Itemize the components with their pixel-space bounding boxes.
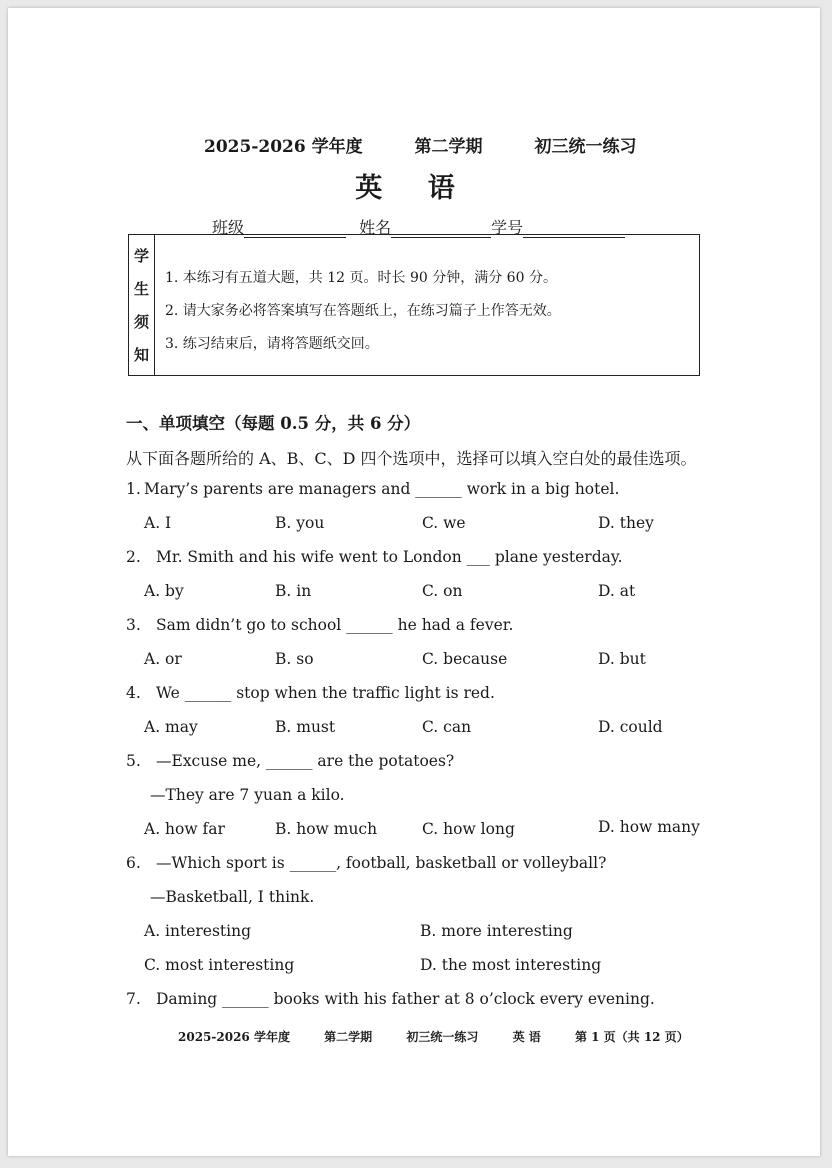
- subject-title: 英 语: [355, 173, 473, 204]
- option-b[interactable]: B. so: [275, 650, 314, 668]
- notice-side-char: 知: [133, 346, 149, 364]
- question-number: 7.: [126, 990, 141, 1008]
- question-number: 6.: [126, 854, 141, 872]
- footer-page-number: 第 1 页（共 12 页）: [574, 1030, 689, 1044]
- option-d[interactable]: D. they: [598, 514, 654, 532]
- notice-side-char: 学: [133, 247, 149, 265]
- option-d[interactable]: D. at: [598, 582, 636, 600]
- footer-term: 第二学期: [324, 1030, 373, 1044]
- option-a[interactable]: A. I: [144, 514, 172, 532]
- question-5: [126, 752, 454, 770]
- question-3: [126, 616, 513, 634]
- option-b[interactable]: B. how much: [275, 820, 378, 838]
- question-number: 1.: [126, 480, 141, 498]
- notice-item: 1. 本练习有五道大题，共 12 页。时长 90 分钟，满分 60 分。: [165, 270, 557, 286]
- option-a[interactable]: A. by: [144, 582, 184, 600]
- notice-side-char: 生: [133, 280, 149, 298]
- notice-side-char: 须: [133, 313, 149, 331]
- section-title: 一、单项填空（每题 0.5 分，共 6 分）: [126, 414, 421, 433]
- option-a[interactable]: A. may: [144, 718, 198, 736]
- notice-item: 3. 练习结束后，请将答题纸交回。: [165, 336, 379, 352]
- option-b[interactable]: B. more interesting: [420, 922, 573, 940]
- question-2: [126, 548, 623, 566]
- option-d[interactable]: D. but: [598, 650, 646, 668]
- option-a[interactable]: A. interesting: [144, 922, 252, 940]
- option-d[interactable]: D. the most interesting: [420, 956, 602, 974]
- header-year: 2025-2026 学年度: [204, 137, 363, 157]
- id-label: 学号: [491, 218, 524, 237]
- question-number: 4.: [126, 684, 141, 702]
- footer-subject: 英 语: [512, 1030, 541, 1044]
- question-1: [126, 480, 619, 498]
- option-c[interactable]: C. can: [422, 718, 472, 736]
- question-number: 5.: [126, 752, 141, 770]
- page-footer: [178, 1028, 719, 1045]
- header-term: 第二学期: [414, 137, 483, 157]
- class-label: 班级: [212, 218, 245, 237]
- question-7: [126, 990, 655, 1008]
- exam-header: [204, 132, 682, 157]
- notice-box: [128, 234, 700, 376]
- question-text: —Excuse me, ______ are the potatoes?: [156, 752, 455, 770]
- option-d[interactable]: D. could: [598, 718, 663, 736]
- option-b[interactable]: B. must: [275, 718, 336, 736]
- question-5-reply: —They are 7 yuan a kilo.: [150, 786, 345, 804]
- option-d[interactable]: D. how many: [598, 818, 700, 836]
- question-text: Mr. Smith and his wife went to London ___ plane yesterday.: [156, 548, 623, 566]
- exam-page: [8, 8, 820, 1156]
- footer-year: 2025-2026 学年度: [178, 1030, 290, 1044]
- section-instruction: 从下面各题所给的 A、B、C、D 四个选项中，选择可以填入空白处的最佳选项。: [126, 449, 697, 468]
- name-label: 姓名: [359, 218, 392, 237]
- option-c[interactable]: C. on: [422, 582, 463, 600]
- question-text: —Which sport is ______, football, basketball or volleyball?: [156, 854, 607, 872]
- option-c[interactable]: C. most interesting: [144, 956, 295, 974]
- question-4: [126, 684, 495, 702]
- header-exam: 初三统一练习: [534, 137, 637, 157]
- question-number: 3.: [126, 616, 141, 634]
- question-text: We ______ stop when the traffic light is red.: [156, 684, 495, 702]
- option-c[interactable]: C. we: [422, 514, 466, 532]
- notice-side-label: [129, 235, 155, 375]
- footer-exam: 初三统一练习: [406, 1030, 479, 1044]
- option-c[interactable]: C. because: [422, 650, 508, 668]
- question-number: 2.: [126, 548, 141, 566]
- option-a[interactable]: A. or: [144, 650, 182, 668]
- option-b[interactable]: B. you: [275, 514, 325, 532]
- question-text: Sam didn’t go to school ______ he had a fever.: [156, 616, 514, 634]
- question-6-reply: —Basketball, I think.: [150, 888, 315, 906]
- notice-item: 2. 请大家务必将答案填写在答题纸上，在练习篇子上作答无效。: [165, 303, 561, 319]
- question-6: [126, 854, 606, 872]
- option-a[interactable]: A. how far: [144, 820, 225, 838]
- question-text: Daming ______ books with his father at 8 o’clock every evening.: [156, 990, 655, 1008]
- question-text: Mary’s parents are managers and ______ work in a big hotel.: [144, 480, 620, 498]
- option-b[interactable]: B. in: [275, 582, 312, 600]
- option-c[interactable]: C. how long: [422, 820, 515, 838]
